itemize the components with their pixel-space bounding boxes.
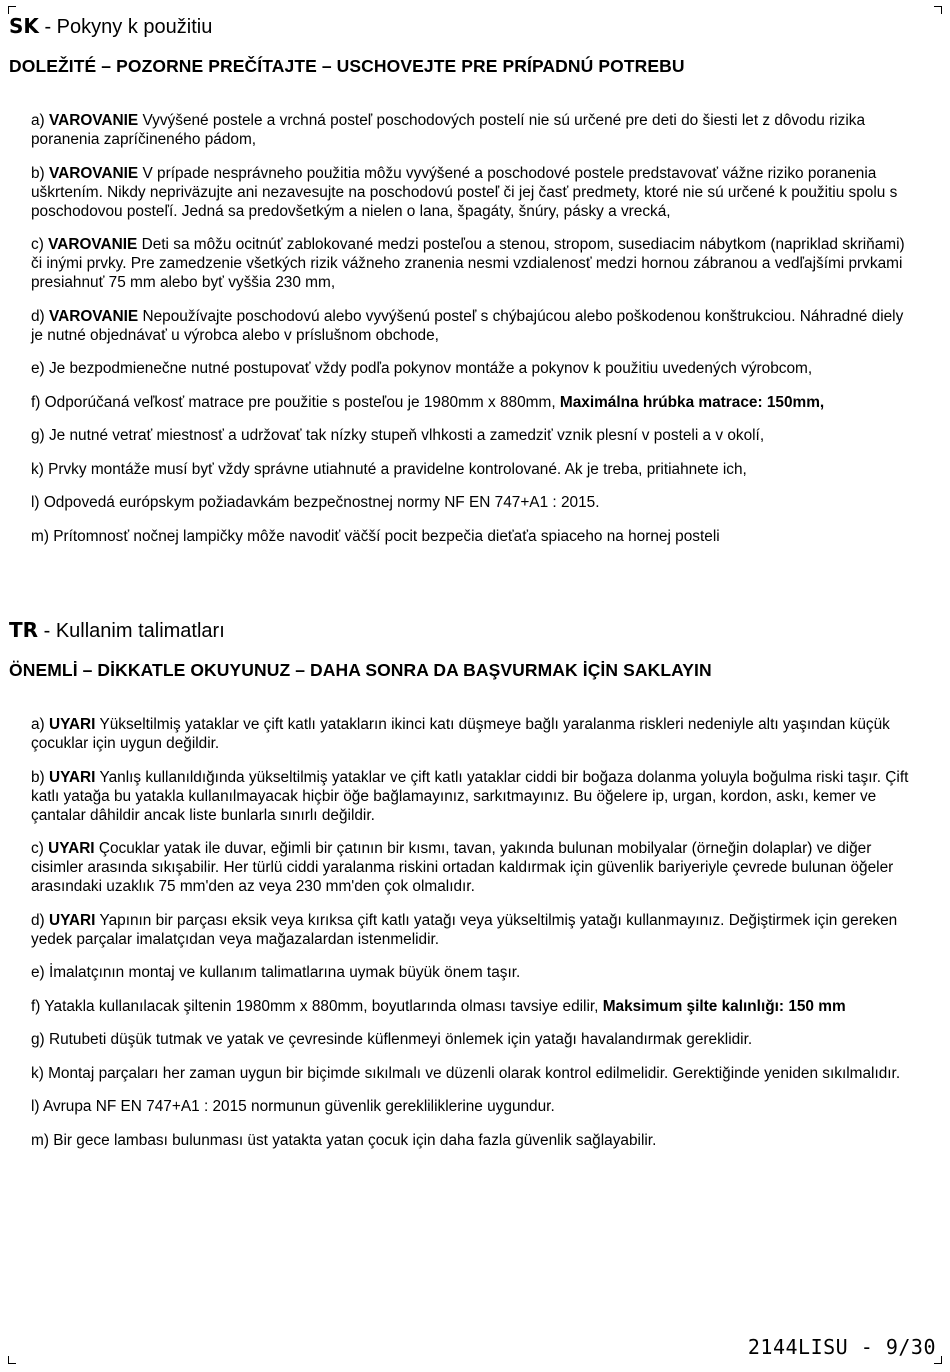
instruction-emphasis: VAROVANIE [48,112,139,129]
instruction-emphasis: VAROVANIE [48,307,139,325]
instruction-emphasis: VAROVANIE [48,236,138,253]
instruction-item [31,493,916,512]
section-title-tr [9,617,929,644]
instruction-item [31,426,916,445]
instruction-item [31,111,916,149]
instruction-text: a) [31,716,49,733]
instruction-item [31,307,916,345]
instruction-item [31,1064,916,1083]
instruction-text: Yükseltilmiş yataklar ve çift katlı yatakların ikinci katı düşmeye bağlı yaralanma riskleri nedeniyle altı yaşından küçük çocuklar için uygun değildir. [31,716,890,752]
instruction-list-tr [9,715,916,1150]
instruction-text: Vyvýšené postele a vrchná posteľ poschodových postelí nie sú určené pre deti do šiesti let z dôvodu rizika poranenia zapríčineného pádom, [31,112,866,148]
instruction-item [31,963,916,982]
section-sk [9,13,929,560]
instruction-item [31,527,916,546]
instruction-item [31,997,916,1016]
instruction-item [31,1131,916,1150]
instruction-text: l) Odpovedá európskym požiadavkám bezpečnostnej normy NF EN 747+A1 : 2015. [31,494,600,511]
instruction-text: e) Je bezpodmienečne nutné postupovať vždy podľa pokynov montáže a pokynov k použitiu uvedených výrobcom, [31,360,813,377]
section-tr [9,617,929,1164]
instruction-emphasis: UYARI [48,911,96,929]
instruction-text: Deti sa môžu ocitnúť zablokované medzi posteľou a stenou, stropom, susediacim nábytkom (napriklad skriňami) či inými prvky. Pre zamedzenie všetkých rizik vážneho zranenia nesmi vzdialenosť medzi hornou zábranou a vedľajšími prvkami presiahnuť 75 mm alebo byť vyššia 230 mm, [31,236,905,291]
page-reference: 2144LISU - 9/30 [747,1335,936,1359]
instruction-emphasis: Maximálna hrúbka matrace: 150mm, [559,393,825,411]
crop-mark-top-right [934,6,942,14]
instruction-text: f) Yatakla kullanılacak şiltenin 1980mm x 880mm, boyutlarında olması tavsiye edilir, [31,997,603,1015]
instruction-item [31,359,916,378]
instruction-item [31,460,916,479]
section-subtitle-tr: ÖNEMLİ – DİKKATLE OKUYUNUZ – DAHA SONRA DA BAŞVURMAK İÇİN SAKLAYIN [9,660,712,680]
instruction-text: k) Montaj parçaları her zaman uygun bir biçimde sıkılmalı ve düzenli olarak kontrol edilmelidir. Gerektiğinde yeniden sıkılmalıdır. [31,1064,901,1082]
instruction-text: g) Rutubeti düşük tutmak ve yatak ve çevresinde küflenmeyi önlemek için yatağı havalandırmak gereklidir. [31,1031,753,1048]
instruction-item [31,839,916,896]
instruction-text: e) İmalatçının montaj ve kullanım talimatlarına uymak büyük önem taşır. [31,964,521,981]
section-title-text: - Pokyny k použitiu [38,16,213,38]
instruction-text: V prípade nesprávneho použitia môžu vyvýšené a poschodové postele predstavovať vážne riziko poranenia uškrtením. Nikdy nepriväzujte ani nezavesujte na poschodovú posteľ či jej časť predmety, ktoré nie sú určené k použitiu spolu s poschodovou posteľí. Jedná sa predovšetkým a nielen o lana, špagáty, šnúry, pásky a vrecká, [31,164,898,220]
language-code: SK [9,14,39,38]
instruction-text: l) Avrupa NF EN 747+A1 : 2015 normunun güvenlik gerekliliklerine uygundur. [31,1098,555,1115]
instruction-text: d) [31,911,49,929]
instruction-item [31,768,916,825]
instruction-item [31,911,916,949]
instruction-text: Yanlış kullanıldığında yükseltilmiş yataklar ve çift katlı yataklar ciddi bir boğaza dolanma yoluyla boğulma riski taşır. Çift katlı yatağa bu yatakla kullanılmayacak hiçbir öğe bağlamayınız, sarkıtmayınız. Bu öğelere ip, urgan, kordon, askı, kemer ve çantalar dâhildir ancak liste bunlarla sınırlı değildir. [31,768,909,824]
instruction-text: b) [31,164,49,182]
instruction-emphasis: UYARI [48,840,95,857]
instruction-item [31,164,916,221]
instruction-text: Çocuklar yatak ile duvar, eğimli bir çatının bir kısmı, tavan, yakında bulunan mobilyalar (örneğin dolaplar) ve diğer cisimler arasında sıkışabilir. Her türlü ciddi yaralanma riskini ortadan kaldırmak için güvenlik bariyeriyle çevrede bulunan öğeler arasındaki uzaklık 75 mm'den az veya 230 mm'den çok olmalıdır. [31,840,894,895]
instruction-text: a) [31,112,49,129]
instruction-text: m) Bir gece lambası bulunması üst yatakta yatan çocuk için daha fazla güvenlik sağlayabilir. [31,1131,657,1149]
instruction-item [31,715,916,753]
instruction-text: b) [31,768,49,786]
instruction-text: Yapının bir parçası eksik veya kırıksa çift katlı yatağı veya yükseltilmiş yatağı kullanmayınız. Değiştirmek için gereken yedek parçalar imalatçıdan veya mağazalardan istenmelidir. [31,911,898,948]
instruction-emphasis: Maksimum şilte kalınlığı: 150 mm [602,997,846,1015]
instruction-item [31,235,916,292]
instruction-text: Nepoužívajte poschodovú alebo vyvýšenú posteľ s chýbajúcou alebo poškodenou konštrukciou. Náhradné diely je nutné objednávať u výrobca alebo v príslušnom obchode, [31,307,904,344]
section-title-text: - Kullanim talimatları [38,620,225,642]
instruction-item [31,393,916,412]
language-code: TR [9,618,39,642]
instruction-text: m) Prítomnosť nočnej lampičky môže navodiť väčší pocit bezpečia dieťaťa spiaceho na hornej posteli [31,527,720,545]
instruction-emphasis: VAROVANIE [48,164,139,182]
instruction-item [31,1030,916,1049]
instruction-list-sk [9,111,916,546]
section-title-sk [9,13,929,40]
section-subtitle-sk: DOLEŽITÉ – POZORNE PREČÍTAJTE – USCHOVEJTE PRE PRÍPADNÚ POTREBU [9,56,685,76]
instruction-emphasis: UYARI [48,716,96,733]
instruction-text: d) [31,307,49,325]
instruction-text: c) [31,840,49,857]
instruction-item [31,1097,916,1116]
instruction-text: k) Prvky montáže musí byť vždy správne utiahnuté a pravidelne kontrolované. Ak je treba, pritiahnete ich, [31,460,747,478]
instruction-text: f) Odporúčaná veľkosť matrace pre použitie s posteľou je 1980mm x 880mm, [31,393,560,411]
instruction-text: g) Je nutné vetrať miestnosť a udržovať tak nízky stupeň vlhkosti a zamedziť vznik plesní v posteli a v okolí, [31,427,765,444]
crop-mark-bottom-left [8,1356,16,1364]
instruction-text: c) [31,236,49,253]
instruction-emphasis: UYARI [48,768,96,786]
